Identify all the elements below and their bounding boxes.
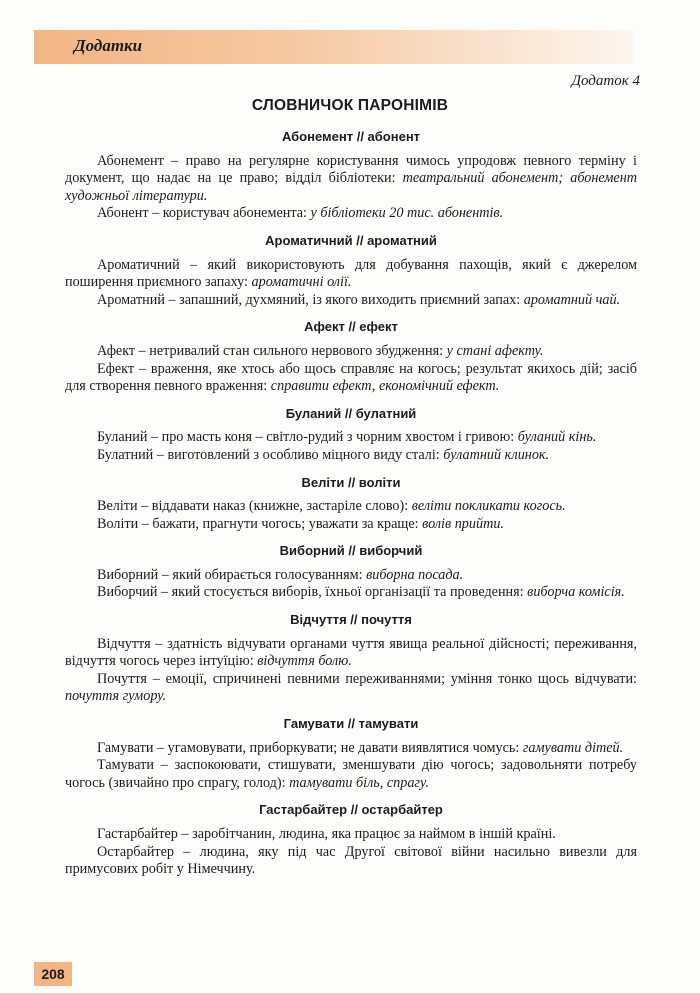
entry-definition bbox=[65, 516, 637, 534]
definition-example: ароматичні олії. bbox=[251, 274, 352, 291]
definition-text: Гамувати – угамовувати, приборкувати; не давати виявлятися чомусь: bbox=[97, 739, 523, 756]
definition-example: виборна посада. bbox=[366, 566, 464, 583]
entry-definition bbox=[65, 429, 637, 447]
entry-definition bbox=[65, 343, 637, 361]
dictionary-entry bbox=[65, 715, 637, 792]
definition-example: у бібліотеки 20 тис. абонентів. bbox=[310, 205, 504, 222]
definition-text: Веліти – віддавати наказ (книжне, застаріле слово): bbox=[97, 498, 412, 515]
definition-text: Булатний – виготовлений з особливо міцного виду сталі: bbox=[97, 446, 444, 463]
definition-example: ароматний чай. bbox=[523, 291, 621, 308]
dictionary-entry bbox=[65, 405, 637, 465]
entry-heading: Відчуття // почуття bbox=[290, 612, 412, 628]
definition-example: гамувати дітей. bbox=[522, 739, 624, 756]
definition-example: справити ефект, економічний ефект. bbox=[270, 378, 500, 395]
entry-definition bbox=[65, 636, 637, 671]
entry-heading: Гастарбайтер // остарбайтер bbox=[259, 802, 443, 818]
appendix-number: Додаток 4 bbox=[571, 73, 640, 89]
entry-definition bbox=[65, 447, 637, 465]
dictionary-entry bbox=[65, 318, 637, 395]
definition-text: Гастарбайтер – заробітчанин, людина, яка працює за наймом в іншій країні. bbox=[97, 826, 556, 842]
entry-definition bbox=[65, 567, 637, 585]
definition-text: Абонемент – право на регулярне користування чимось упродовж певного терміну і документ, що надає на це право; відділ бібліотеки: bbox=[65, 152, 637, 187]
definition-text: Афект – нетривалий стан сильного нервового збудження: bbox=[97, 342, 447, 359]
entry-definition bbox=[65, 757, 637, 792]
definition-text: Виборний – який обирається голосуванням: bbox=[97, 566, 367, 583]
definition-example: театральний абонемент; абонемент художньої літератури. bbox=[65, 170, 637, 204]
entry-definition bbox=[65, 361, 637, 396]
dictionary-entry bbox=[65, 474, 637, 534]
dictionary-entry bbox=[65, 232, 637, 309]
definition-text: Тамувати – заспокоювати, стишувати, зменшувати дію чогось; задовольняти потребу чогось (звичайно про спрагу, голод): bbox=[65, 757, 637, 791]
definition-example: відчуття болю. bbox=[257, 653, 352, 670]
entry-definition bbox=[65, 671, 637, 706]
entry-heading: Ароматичний // ароматний bbox=[265, 232, 437, 248]
entry-definition bbox=[65, 257, 637, 292]
page-title: СЛОВНИЧОК ПАРОНІМІВ bbox=[251, 97, 449, 114]
entry-definition bbox=[65, 153, 637, 206]
definition-example: буланий кінь. bbox=[517, 429, 597, 446]
entry-heading: Абонемент // абонент bbox=[281, 129, 421, 144]
definition-text: Ароматичний – який використовують для добування пахощів, який є джерелом поширення приємного запаху: bbox=[65, 256, 637, 291]
entry-definition bbox=[65, 826, 637, 844]
definition-text: Буланий – про масть коня – світло-рудий з чорним хвостом і гривою: bbox=[97, 429, 518, 446]
definition-example: у стані афекту. bbox=[446, 342, 544, 359]
entry-definition bbox=[65, 205, 637, 223]
definition-example: веліти покликати когось. bbox=[411, 498, 566, 515]
definition-text: Виборчий – який стосується виборів, їхньої організації та проведення: bbox=[97, 584, 528, 601]
definition-text: Ефект – враження, яке хтось або щось справляє на когось; результат якихось дій; засіб для створення певного враження: bbox=[65, 360, 637, 395]
definition-example: почуття гумору. bbox=[65, 688, 167, 705]
definition-text: Воліти – бажати, прагнути чогось; уважати за краще: bbox=[97, 515, 423, 532]
section-label: Додатки bbox=[74, 36, 143, 55]
definition-text: Ароматний – запашний, духмяний, із якого виходить приємний запах: bbox=[97, 291, 524, 308]
definition-text: Остарбайтер – людина, яку під час Другої світової війни насильно вивезли для примусових робіт у Німеччину. bbox=[65, 843, 637, 878]
entry-definition bbox=[65, 844, 637, 879]
definition-example: булатний клинок. bbox=[443, 446, 550, 463]
definition-text: Абонент – користувач абонемента: bbox=[97, 205, 311, 222]
dictionary-entry bbox=[65, 542, 637, 602]
entry-heading: Виборний // виборчий bbox=[279, 543, 423, 559]
entry-heading: Гамувати // тамувати bbox=[283, 716, 419, 732]
entry-definition bbox=[65, 740, 637, 758]
dictionary-content bbox=[65, 128, 637, 888]
entry-definition bbox=[65, 498, 637, 516]
definition-example: волів прийти. bbox=[422, 515, 504, 532]
entry-definition bbox=[65, 584, 637, 602]
entry-heading: Буланий // булатний bbox=[285, 405, 417, 421]
dictionary-entry bbox=[65, 128, 637, 223]
definition-text: Відчуття – здатність відчувати органами чуття явища реальної дійсності; переживання, відчуття чогось через інтуїцію: bbox=[65, 635, 637, 670]
entry-definition bbox=[65, 292, 637, 310]
page-number: 208 bbox=[34, 962, 72, 986]
definition-text: Почуття – емоції, спричинені певними переживаннями; уміння тонко щось відчувати: bbox=[97, 670, 637, 687]
dictionary-entry bbox=[65, 801, 637, 878]
entry-heading: Веліти // воліти bbox=[301, 474, 401, 490]
definition-example: виборча комісія. bbox=[527, 584, 625, 601]
definition-example: тамувати біль, спрагу. bbox=[289, 774, 429, 791]
dictionary-entry bbox=[65, 611, 637, 706]
entry-heading: Афект // ефект bbox=[304, 319, 398, 335]
